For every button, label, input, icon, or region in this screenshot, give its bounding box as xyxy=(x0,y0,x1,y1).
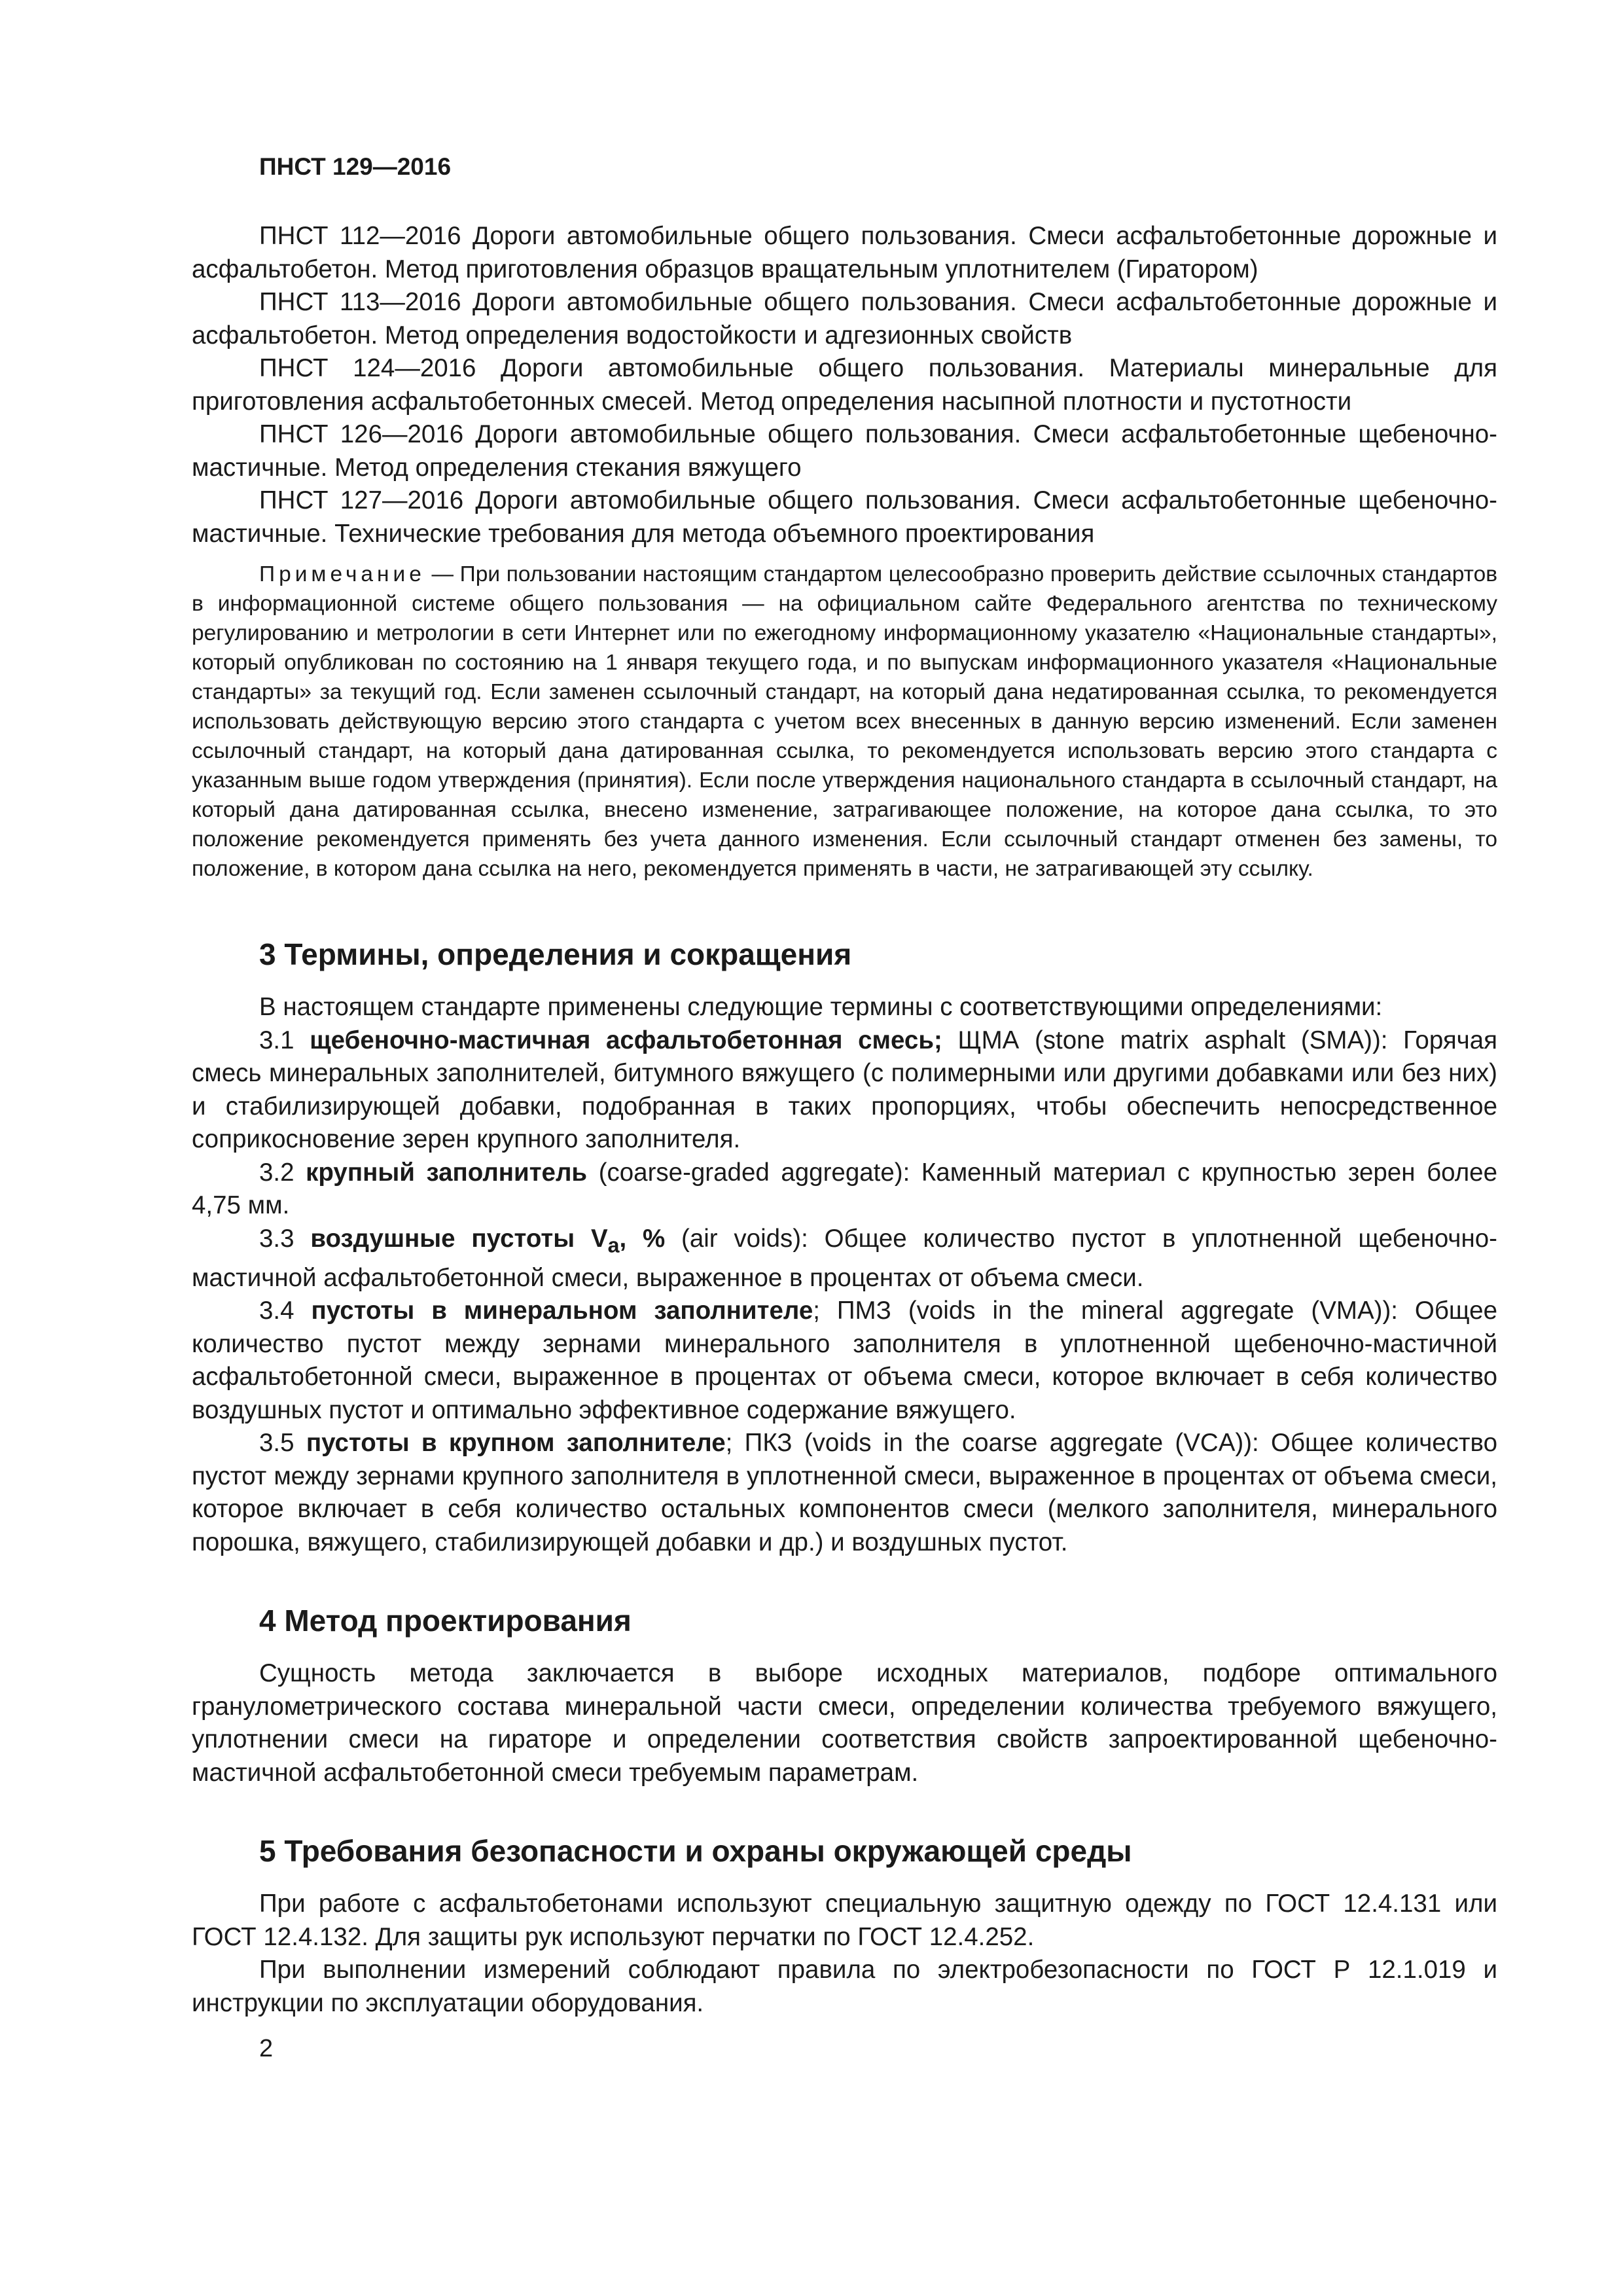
document-code: ПНСТ 129—2016 xyxy=(259,153,452,180)
page-body xyxy=(192,220,1497,2020)
normative-references-list xyxy=(192,220,1497,550)
note-paragraph xyxy=(192,560,1497,884)
reference-item: ПНСТ 113—2016 Дороги автомобильные общего пользования. Смеси асфальтобетонные дорожные и асфальтобетон. Метод определения водостойкости и адгезионных свойств xyxy=(192,288,1497,350)
reference-item: ПНСТ 112—2016 Дороги автомобильные общего пользования. Смеси асфальтобетонные дорожные и асфальтобетон. Метод приготовления образцов вращательным уплотнителем (Гиратором) xyxy=(192,222,1497,283)
page-number: 2 xyxy=(259,2035,274,2062)
term-subscript: а xyxy=(607,1233,620,1257)
term-definition: ЩМА (stone matrix asphalt (SMA)): Горячая смесь минеральных заполнителей, битумного вяжущего (с полимерными или другими добавками или без них) и стабилизирующей добавки, подобранная в таких пропорциях, чтобы обеспечить непосредственное соприкосновение зерен крупного заполнителя. xyxy=(192,1026,1497,1153)
term-unit: , % xyxy=(619,1224,666,1253)
note-label: Примечание xyxy=(259,562,425,586)
section-5-paragraph: При работе с асфальтобетонами используют специальную защитную одежду по ГОСТ 12.4.131 или ГОСТ 12.4.132. Для защиты рук используют перчатки по ГОСТ 12.4.252. xyxy=(192,1890,1497,1951)
term-definition: ; ПМЗ (voids in the mineral aggregate (VMA)): Общее количество пустот между зернами минерального заполнителя в уплотненной щебеночно-мастичной асфальтобетонной смеси, выраженное в процентах от объема смеси, которое включает в себя количество воздушных пустот и оптимально эффективное содержание вяжущего. xyxy=(192,1297,1497,1424)
section-3-heading: 3 Термины, определения и сокращения xyxy=(259,937,852,971)
section-5-heading: 5 Требования безопасности и охраны окружающей среды xyxy=(259,1834,1132,1869)
note-text: — При пользовании настоящим стандартом целесообразно проверить действие ссылочных стандартов в информационной системе общего пользования — на официальном сайте Федерального агентства по техническому регулированию и метрологии в сети Интернет или по ежегодному информационному указателю «Национальные стандарты», который опубликован по состоянию на 1 января текущего года, и по выпускам информационного указателя «Национальные стандарты» за текущий год. Если заменен ссылочный стандарт, на который дана недатированная ссылка, то рекомендуется использовать действующую версию этого стандарта с учетом всех внесенных в данную версию изменений. Если заменен ссылочный стандарт, на который дана датированная ссылка, то рекомендуется использовать версию этого стандарта с указанным выше годом утверждения (принятия). Если после утверждения национального стандарта в ссылочный стандарт, на который дана датированная ссылка, внесено изменение, затрагивающее положение, на которое дана ссылка, то это положение рекомендуется применять без учета данного изменения. Если ссылочный стандарт отменен без замены, то положение, в котором дана ссылка на него, рекомендуется применять в части, не затрагивающей эту ссылку. xyxy=(192,562,1497,881)
section-3-intro: В настоящем стандарте применены следующие термины с соответствующими определениями: xyxy=(259,993,1383,1021)
term-number: 3.4 xyxy=(259,1297,312,1325)
reference-item: ПНСТ 127—2016 Дороги автомобильные общего пользования. Смеси асфальтобетонные щебеночно-мастичные. Технические требования для метода объемного проектирования xyxy=(192,486,1497,548)
term-name: пустоты в крупном заполнителе xyxy=(306,1429,726,1458)
term-definition: ; ПКЗ (voids in the coarse aggregate (VCA)): Общее количество пустот между зернами крупного заполнителя в уплотненной смеси, выраженное в процентах от объема смеси, которое включает в себя количество остальных компонентов смеси (мелкого заполнителя, минерального порошка, вяжущего, стабилизирующей добавки и др.) и воздушных пустот. xyxy=(192,1429,1497,1556)
term-name: крупный заполнитель xyxy=(306,1158,588,1187)
term-3-1 xyxy=(192,1024,1497,1157)
section-5-paragraph: При выполнении измерений соблюдают правила по электробезопасности по ГОСТ Р 12.1.019 и инструкции по эксплуатации оборудования. xyxy=(192,1956,1497,2017)
term-3-5 xyxy=(192,1427,1497,1559)
section-4-heading: 4 Метод проектирования xyxy=(259,1604,632,1638)
term-number: 3.3 xyxy=(259,1224,311,1253)
term-name: пустоты в минеральном заполнителе xyxy=(311,1297,813,1325)
term-3-4 xyxy=(192,1295,1497,1427)
term-name: воздушные пустоты V xyxy=(310,1224,608,1253)
reference-item: ПНСТ 126—2016 Дороги автомобильные общего пользования. Смеси асфальтобетонные щебеночно-мастичные. Метод определения стекания вяжущего xyxy=(192,420,1497,482)
term-3-2 xyxy=(192,1157,1497,1223)
term-name: щебеночно-мастичная асфальтобетонная смесь; xyxy=(310,1026,942,1054)
section-4-text: Сущность метода заключается в выборе исходных материалов, подборе оптимального гранулометрического состава минеральной части смеси, определении количества требуемого вяжущего, уплотнении смеси на гираторе и определении соответствия свойств запроектированной щебеночно-мастичной асфальтобетонной смеси требуемым параметрам. xyxy=(192,1659,1497,1787)
term-number: 3.2 xyxy=(259,1158,306,1187)
reference-item: ПНСТ 124—2016 Дороги автомобильные общего пользования. Материалы минеральные для приготовления асфальтобетонных смесей. Метод определения насыпной плотности и пустотности xyxy=(192,354,1497,416)
term-3-3 xyxy=(192,1223,1497,1295)
term-number: 3.1 xyxy=(259,1026,310,1054)
term-definition: (coarse-graded aggregate): Каменный материал с крупностью зерен более 4,75 мм. xyxy=(192,1158,1497,1219)
term-number: 3.5 xyxy=(259,1429,306,1458)
term-definition: (air voids): Общее количество пустот в уплотненной щебеночно-мастичной асфальтобетонной смеси, выраженное в процентах от объема смеси. xyxy=(192,1224,1497,1292)
